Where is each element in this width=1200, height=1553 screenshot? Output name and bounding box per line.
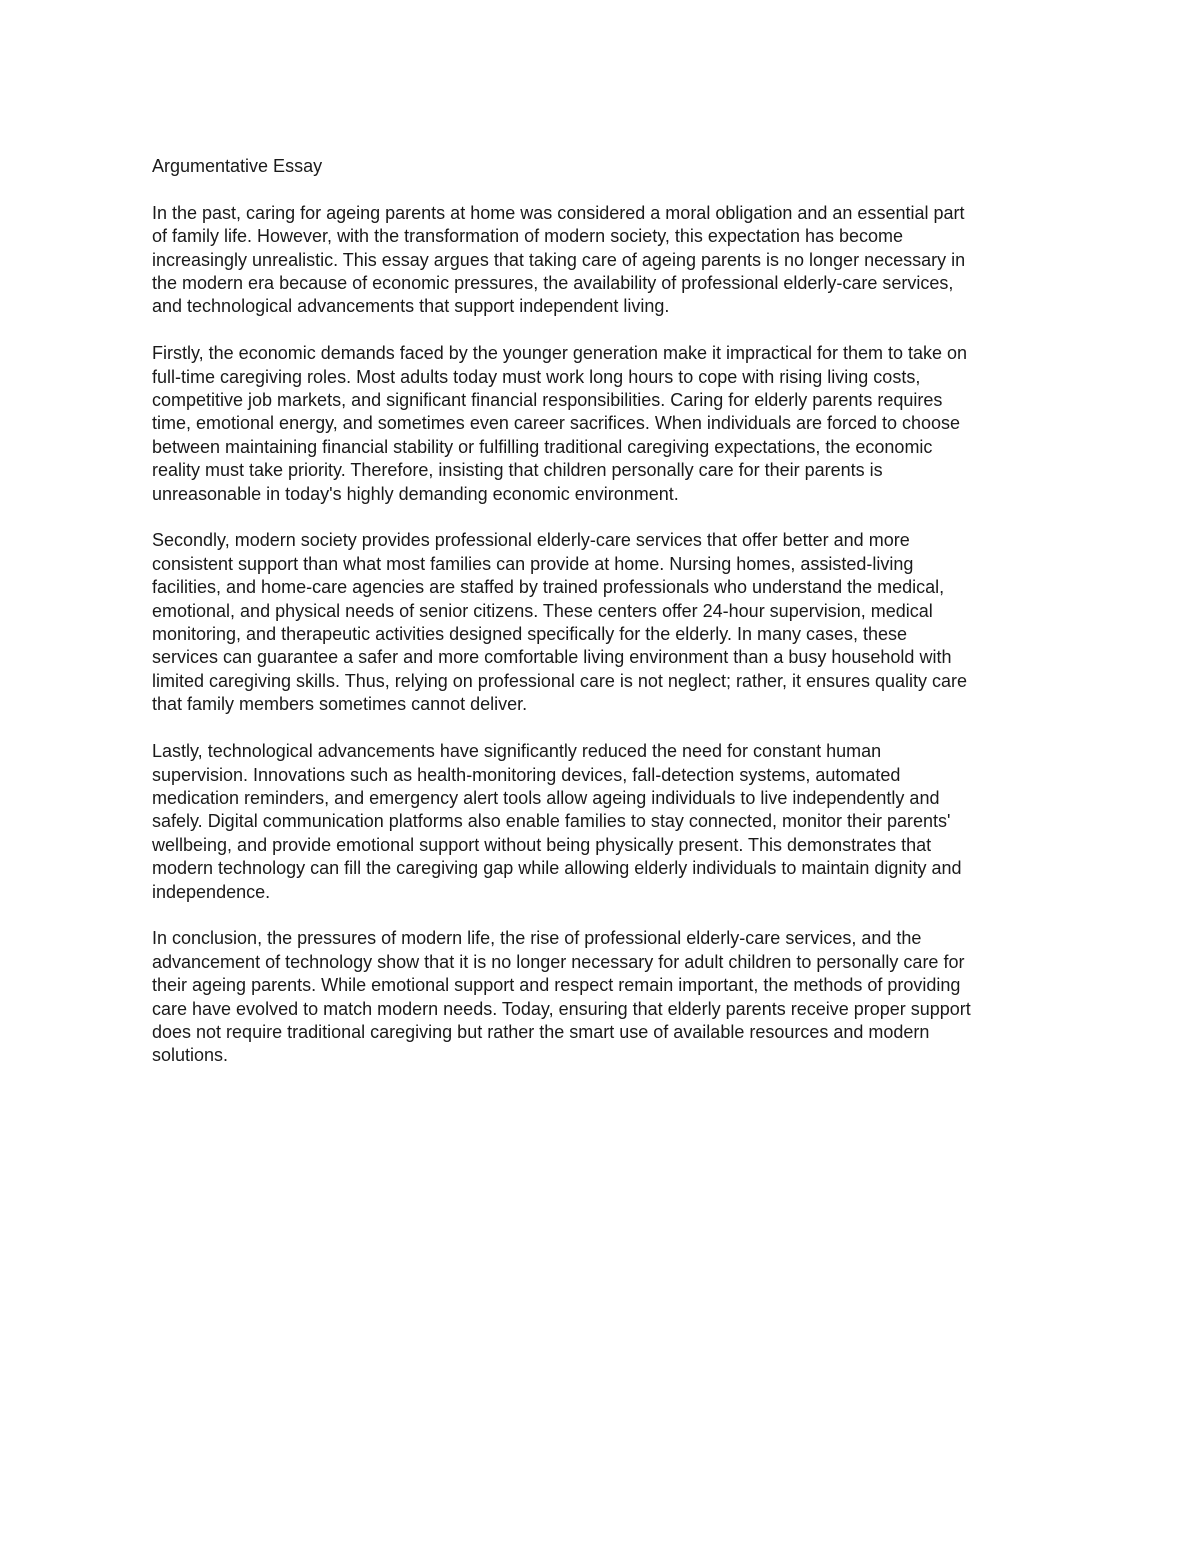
paragraph-line: Lastly, technological advancements have significantly reduced the need for constant human xyxy=(152,741,882,762)
paragraph-line: In conclusion, the pressures of modern life, the rise of professional elderly-care services, and the xyxy=(152,928,922,949)
paragraph-line: safely. Digital communication platforms also enable families to stay connected, monitor their parents' xyxy=(152,811,951,832)
paragraph-line: limited caregiving skills. Thus, relying on professional care is not neglect; rather, it ensures quality care xyxy=(152,670,968,691)
paragraph-line: Secondly, modern society provides professional elderly-care services that offer better and more xyxy=(152,530,910,551)
paragraph-line: does not require traditional caregiving but rather the smart use of available resources and modern xyxy=(152,1021,930,1042)
paragraph xyxy=(152,342,1052,506)
paragraph-line: modern technology can fill the caregiving gap while allowing elderly individuals to maintain dignity and xyxy=(152,858,962,879)
paragraph-line: and technological advancements that support independent living. xyxy=(152,296,670,317)
paragraph-line: their ageing parents. While emotional support and respect remain important, the methods of providing xyxy=(152,975,961,996)
paragraph-line: emotional, and physical needs of senior citizens. These centers offer 24-hour supervision, medical xyxy=(152,600,933,621)
paragraph-line: that family members sometimes cannot deliver. xyxy=(152,694,528,715)
paragraph-line: unreasonable in today's highly demanding economic environment. xyxy=(152,483,679,504)
paragraph-line: medication reminders, and emergency alert tools allow ageing individuals to live independently and xyxy=(152,787,940,808)
paragraph-line: reality must take priority. Therefore, insisting that children personally care for their parents is xyxy=(152,460,883,481)
paragraph xyxy=(152,202,1052,319)
paragraph-line: services can guarantee a safer and more comfortable living environment than a busy household with xyxy=(152,647,952,668)
document-body xyxy=(152,155,1052,1091)
paragraph xyxy=(152,740,1052,904)
paragraph-line: wellbeing, and provide emotional support without being physically present. This demonstrates that xyxy=(152,834,932,855)
paragraph-line: competitive job markets, and significant financial responsibilities. Caring for elderly parents requires xyxy=(152,390,943,411)
document-title: Argumentative Essay xyxy=(152,156,323,176)
paragraph-line: independence. xyxy=(152,881,271,902)
paragraph-line: In the past, caring for ageing parents at home was considered a moral obligation and an essential part xyxy=(152,202,965,223)
paragraph-line: time, emotional energy, and sometimes even career sacrifices. When individuals are forced to choose xyxy=(152,413,961,434)
paragraph-line: Firstly, the economic demands faced by the younger generation make it impractical for them to take on xyxy=(152,343,968,364)
paragraph-line: the modern era because of economic pressures, the availability of professional elderly-care services, xyxy=(152,273,954,294)
paragraph-line: of family life. However, with the transformation of modern society, this expectation has become xyxy=(152,226,904,247)
paragraph-line: increasingly unrealistic. This essay argues that taking care of ageing parents is no longer necessary in xyxy=(152,249,966,270)
paragraph-line: monitoring, and therapeutic activities designed specifically for the elderly. In many cases, these xyxy=(152,624,908,645)
paragraph-line: advancement of technology show that it is no longer necessary for adult children to personally care for xyxy=(152,951,965,972)
paragraph xyxy=(152,927,1052,1067)
paragraph-line: between maintaining financial stability or fulfilling traditional caregiving expectations, the economic xyxy=(152,436,933,457)
paragraph-line: consistent support than what most families can provide at home. Nursing homes, assisted-living xyxy=(152,553,914,574)
paragraph xyxy=(152,529,1052,716)
paragraph-line: solutions. xyxy=(152,1045,229,1066)
paragraph-line: care have evolved to match modern needs. Today, ensuring that elderly parents receive proper support xyxy=(152,998,971,1019)
paragraph-line: facilities, and home-care agencies are staffed by trained professionals who understand the medical, xyxy=(152,577,945,598)
paragraph-list xyxy=(152,202,1052,1068)
paragraph-line: supervision. Innovations such as health-monitoring devices, fall-detection systems, automated xyxy=(152,764,901,785)
paragraph-line: full-time caregiving roles. Most adults today must work long hours to cope with rising living costs, xyxy=(152,366,921,387)
